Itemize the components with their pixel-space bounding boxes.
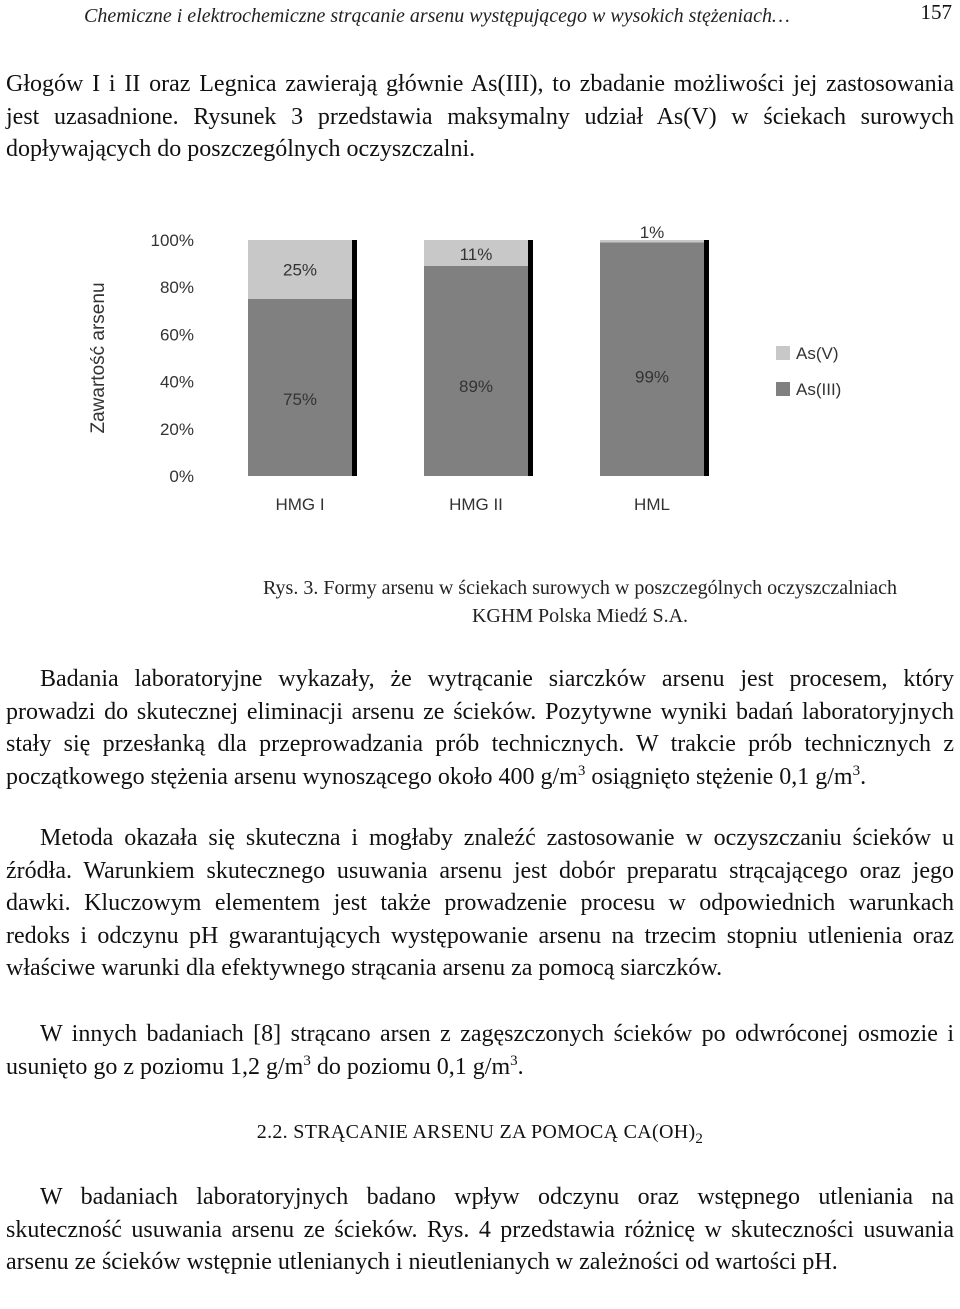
paragraph-intro: Głogów I i II oraz Legnica zawierają głównie As(III), to zbadanie możliwości jej zastosowania jest uzasadnione. Rysunek 3 przedstawia maksymalny udział As(V) w ściekach surowych dopływających do poszczególnych oczyszczalni. (6, 71, 954, 163)
paragraph-text: do poziomu 0,1 g/m (310, 1053, 511, 1080)
data-label: 25% (282, 260, 318, 280)
superscript: 3 (577, 762, 586, 779)
paragraph-text: W innych badaniach [8] strącano arsen z zagęszczonych ścieków po odwróconej osmozie i usunięto go z poziomu 1,2 g/m (6, 1021, 954, 1080)
legend-label: As(V) (796, 344, 839, 363)
paragraph-text: Badania laboratoryjne wykazały, że wytrącanie siarczków arsenu jest procesem, który prowadzi do skutecznej eliminacji arsenu ze ścieków. Pozytywne wyniki badań laboratoryjnych stały się przesłanką dla przeprowadzania prób technicznych. W trakcie prób technicznych z początkowego stężenia arsenu wynoszącego około 400 g/m (6, 666, 954, 790)
y-axis-title: Zawartość arsenu (88, 282, 109, 434)
legend-swatch (776, 382, 790, 396)
legend-swatch (776, 346, 790, 360)
running-header: Chemiczne i elektrochemiczne strącanie arsenu występującego w wysokich stężeniach… (84, 5, 790, 27)
y-tick-label: 20% (159, 419, 194, 439)
y-tick-label: 100% (150, 231, 194, 250)
paragraph-method: Metoda okazała się skuteczna i mogłaby znaleźć zastosowanie w oczyszczaniu ścieków u źródła. Warunkiem skutecznego usuwania arsenu jest dobór preparatu strącającego oraz jego dawki. Kluczowym elementem jest także prowadzenie procesu w odpowiednich warunkach redoks i odczynu pH gwarantujących występowanie arsenu na trzecim stopniu utlenienia oraz właściwe warunki dla efektywnego strącania arsenu za pomocą siarczków. (6, 825, 954, 982)
superscript: 3 (510, 1052, 518, 1069)
paragraph-ph-study: W badaniach laboratoryjnych badano wpływ odczynu oraz wstępnego utleniania na skuteczność usuwania arsenu ze ścieków. Rys. 4 przedstawia różnicę w skuteczności usuwania arsenu ze ścieków wstępnie utlenianych i nieutlenianych w zależności od wartości pH. (6, 1184, 954, 1276)
data-label: 1% (639, 223, 665, 242)
page-number: 157 (920, 0, 952, 24)
paragraph-text: . (860, 763, 867, 790)
x-tick-label: HML (634, 495, 670, 514)
paragraph-other-research (6, 1018, 954, 1083)
section-heading (0, 1118, 960, 1146)
data-label: 11% (459, 245, 493, 264)
superscript: 3 (852, 762, 861, 779)
data-label: 99% (634, 367, 670, 387)
y-tick-label: 60% (159, 325, 194, 345)
bar-shadow (704, 240, 709, 476)
x-tick-label: HMG II (449, 495, 503, 514)
paragraph-text: . (517, 1053, 524, 1080)
chart-svg (74, 214, 886, 532)
figure-caption-line-2: KGHM Polska Miedź S.A. (471, 605, 689, 627)
data-label: 89% (458, 376, 494, 396)
section-heading-text: 2.2. STRĄCANIE ARSENU ZA POMOCĄ CA(OH) (256, 1121, 696, 1143)
bar-segment-asiii (248, 299, 352, 476)
paragraph-lab-results (6, 663, 954, 793)
figure-caption-line-1: Rys. 3. Formy arsenu w ściekach surowych w poszczególnych oczyszczalniach (263, 577, 897, 599)
data-label: 75% (282, 390, 318, 410)
arsenic-forms-chart (74, 214, 886, 532)
bar-segment-asiii (424, 266, 528, 476)
superscript: 3 (303, 1052, 311, 1069)
y-tick-label: 0% (169, 467, 194, 486)
bar-segment-asiii (600, 242, 704, 476)
bar-shadow (352, 240, 357, 476)
x-tick-label: HMG I (275, 495, 325, 514)
subscript: 2 (695, 1131, 704, 1147)
legend-label: As(III) (796, 380, 842, 399)
y-tick-label: 40% (159, 372, 194, 392)
figure-caption (200, 574, 960, 630)
bar-shadow (528, 240, 533, 476)
y-tick-label: 80% (159, 278, 194, 298)
paragraph-text: osiągnięto stężenie 0,1 g/m (585, 763, 853, 790)
